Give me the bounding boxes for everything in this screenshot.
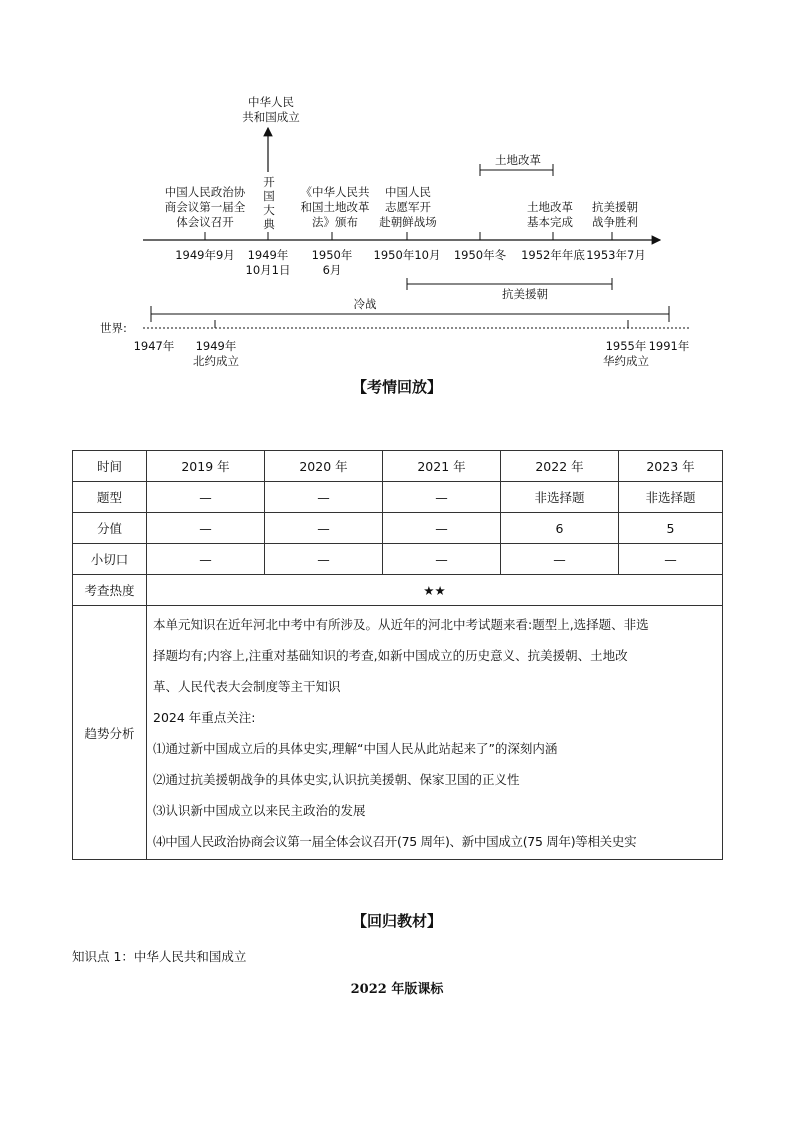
table-cell: 分值 — [73, 513, 147, 544]
table-cell: 时间 — [73, 451, 147, 482]
trend-line: 择题均有;内容上,注重对基础知识的考查,如新中国成立的历史意义、抗美援朝、土地改 — [153, 648, 628, 663]
table-cell: 题型 — [73, 482, 147, 513]
event-volunteers: 中国人民 志愿军开 赴朝鲜战场 — [379, 185, 437, 229]
table-cell: 2022 年 — [501, 451, 619, 482]
table-row — [73, 513, 723, 544]
date-1991: 1991年 — [648, 339, 690, 353]
event-warsaw-pact: 1955年 华约成立 — [603, 339, 649, 368]
table-cell: 2019 年 — [147, 451, 265, 482]
date-1952-end: 1952年年底 — [521, 248, 585, 262]
event-nato: 1949年 北约成立 — [193, 339, 239, 368]
event-cppcc: 中国人民政治协 商会议第一届全 体会议召开 — [164, 185, 246, 229]
date-1947: 1947年 — [133, 339, 175, 353]
vertical-char: 开 — [263, 175, 275, 189]
prc-founding-label: 中华人民 共和国成立 — [242, 95, 300, 124]
trend-line: ⑶认识新中国成立以来民主政治的发展 — [153, 803, 366, 818]
table-cell: — — [147, 544, 265, 575]
exam-analysis-table — [72, 450, 723, 860]
trend-line: 本单元知识在近年河北中考中有所涉及。从近年的河北中考试题来看:题型上,选择题、非选 — [153, 617, 649, 632]
date-1950-10: 1950年10月 — [373, 248, 441, 262]
table-cell: 2020 年 — [265, 451, 383, 482]
event-land-reform-complete: 土地改革 基本完成 — [527, 200, 573, 229]
date-1950-winter: 1950年冬 — [453, 248, 507, 262]
vertical-char: 大 — [263, 203, 275, 217]
table-cell: 非选择题 — [501, 482, 619, 513]
world-label: 世界: — [100, 321, 127, 335]
trend-line: ⑷中国人民政治协商会议第一届全体会议召开(75 周年)、新中国成立(75 周年)等相关史实 — [153, 834, 637, 849]
vertical-char: 国 — [263, 189, 275, 203]
trend-analysis-text — [147, 606, 723, 860]
table-cell: — — [383, 544, 501, 575]
table-cell: — — [383, 482, 501, 513]
trend-line: ⑴通过新中国成立后的具体史实,理解“中国人民从此站起来了”的深刻内涵 — [153, 741, 558, 756]
table-cell: — — [265, 544, 383, 575]
table-row — [73, 544, 723, 575]
table-cell: 趋势分析 — [73, 606, 147, 860]
table-row — [73, 482, 723, 513]
table-header-row — [73, 451, 723, 482]
table-cell: — — [501, 544, 619, 575]
table-cell: 2021 年 — [383, 451, 501, 482]
trend-line: ⑵通过抗美援朝战争的具体史实,认识抗美援朝、保家卫国的正义性 — [153, 772, 520, 787]
event-korea-victory: 抗美援朝 战争胜利 — [592, 200, 638, 229]
land-reform-period-label: 土地改革 — [495, 153, 541, 167]
table-row-trend — [73, 606, 723, 860]
event-land-reform-law: 《中华人民共 和国土地改革 法》颁布 — [300, 185, 370, 229]
table-cell: — — [619, 544, 723, 575]
vertical-char: 典 — [263, 217, 275, 231]
table-cell: — — [265, 513, 383, 544]
event-founding-ceremony — [262, 175, 276, 231]
heat-rating: ★★ — [147, 575, 723, 606]
knowledge-point: 知识点 1：中华人民共和国成立 — [72, 949, 247, 964]
section-title-textbook: 【回归教材】 — [351, 912, 442, 930]
table-cell: — — [265, 482, 383, 513]
date-1949-09: 1949年9月 — [175, 248, 235, 262]
table-cell: 小切口 — [73, 544, 147, 575]
cold-war-label: 冷战 — [353, 297, 377, 311]
table-cell: — — [383, 513, 501, 544]
trend-line: 2024 年重点关注: — [153, 710, 256, 725]
trend-line: 革、人民代表大会制度等主干知识 — [153, 679, 341, 694]
korea-war-period-label: 抗美援朝 — [502, 287, 548, 301]
table-cell: 6 — [501, 513, 619, 544]
table-cell: 2023 年 — [619, 451, 723, 482]
table-cell: — — [147, 482, 265, 513]
timeline-diagram — [0, 0, 794, 380]
date-1950-06: 1950年 6月 — [311, 248, 353, 277]
table-cell: — — [147, 513, 265, 544]
table-row-heat — [73, 575, 723, 606]
date-1953-07: 1953年7月 — [586, 248, 646, 262]
standard-title: 2022 年版课标 — [350, 982, 444, 997]
section-title-exam-review: 【考情回放】 — [351, 378, 442, 396]
table-cell: 非选择题 — [619, 482, 723, 513]
table-cell: 5 — [619, 513, 723, 544]
table-cell: 考查热度 — [73, 575, 147, 606]
date-1949-10-01: 1949年 10月1日 — [245, 248, 291, 277]
